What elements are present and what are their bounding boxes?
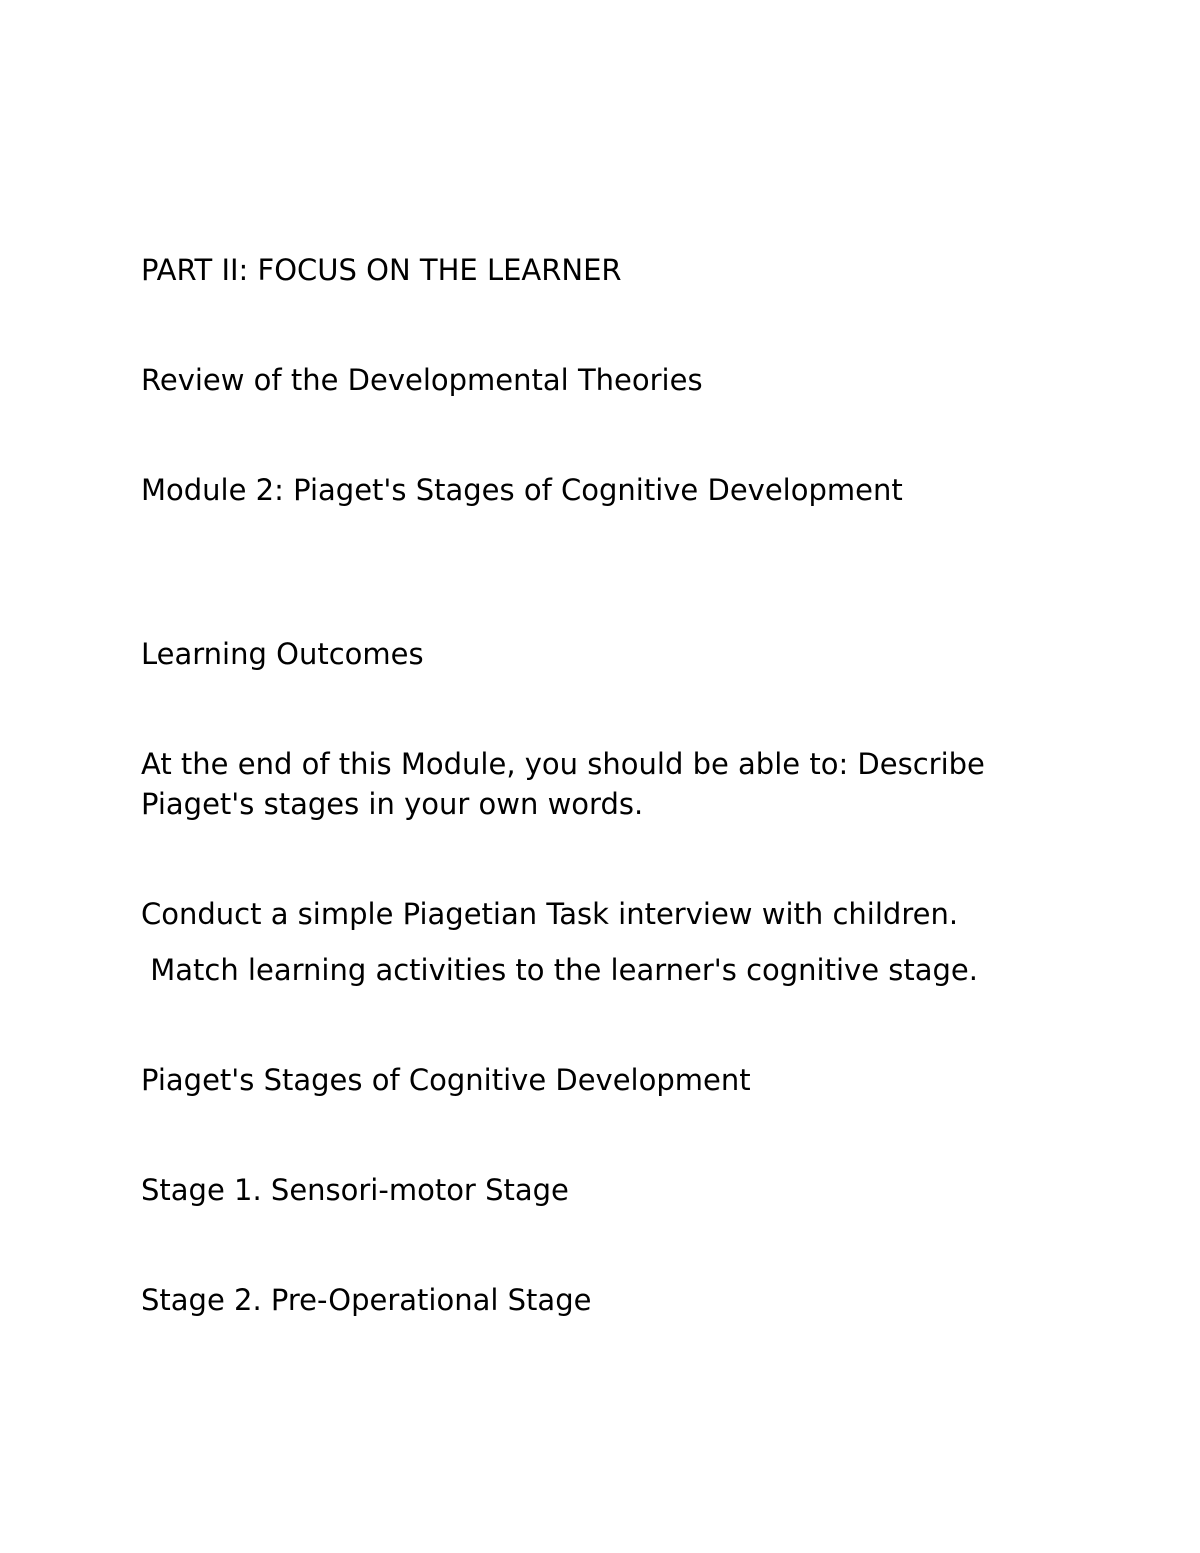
review-title: Review of the Developmental Theories: [141, 363, 703, 397]
module-title: Module 2: Piaget's Stages of Cognitive Development: [141, 473, 903, 507]
learning-outcomes-heading: Learning Outcomes: [141, 637, 424, 671]
learning-outcome-intro-line-1: At the end of this Module, you should be able to: Describe: [141, 747, 985, 781]
stages-heading: Piaget's Stages of Cognitive Development: [141, 1063, 751, 1097]
learning-outcome-intro-line-2: Piaget's stages in your own words.: [141, 787, 644, 821]
stage-2-item: Stage 2. Pre-Operational Stage: [141, 1283, 592, 1317]
learning-outcome-item-3: Match learning activities to the learner's cognitive stage.: [141, 953, 978, 987]
stage-1-item: Stage 1. Sensori-motor Stage: [141, 1173, 569, 1207]
learning-outcome-item-2: Conduct a simple Piagetian Task interview with children.: [141, 897, 959, 931]
part-title: PART II: FOCUS ON THE LEARNER: [141, 253, 622, 287]
